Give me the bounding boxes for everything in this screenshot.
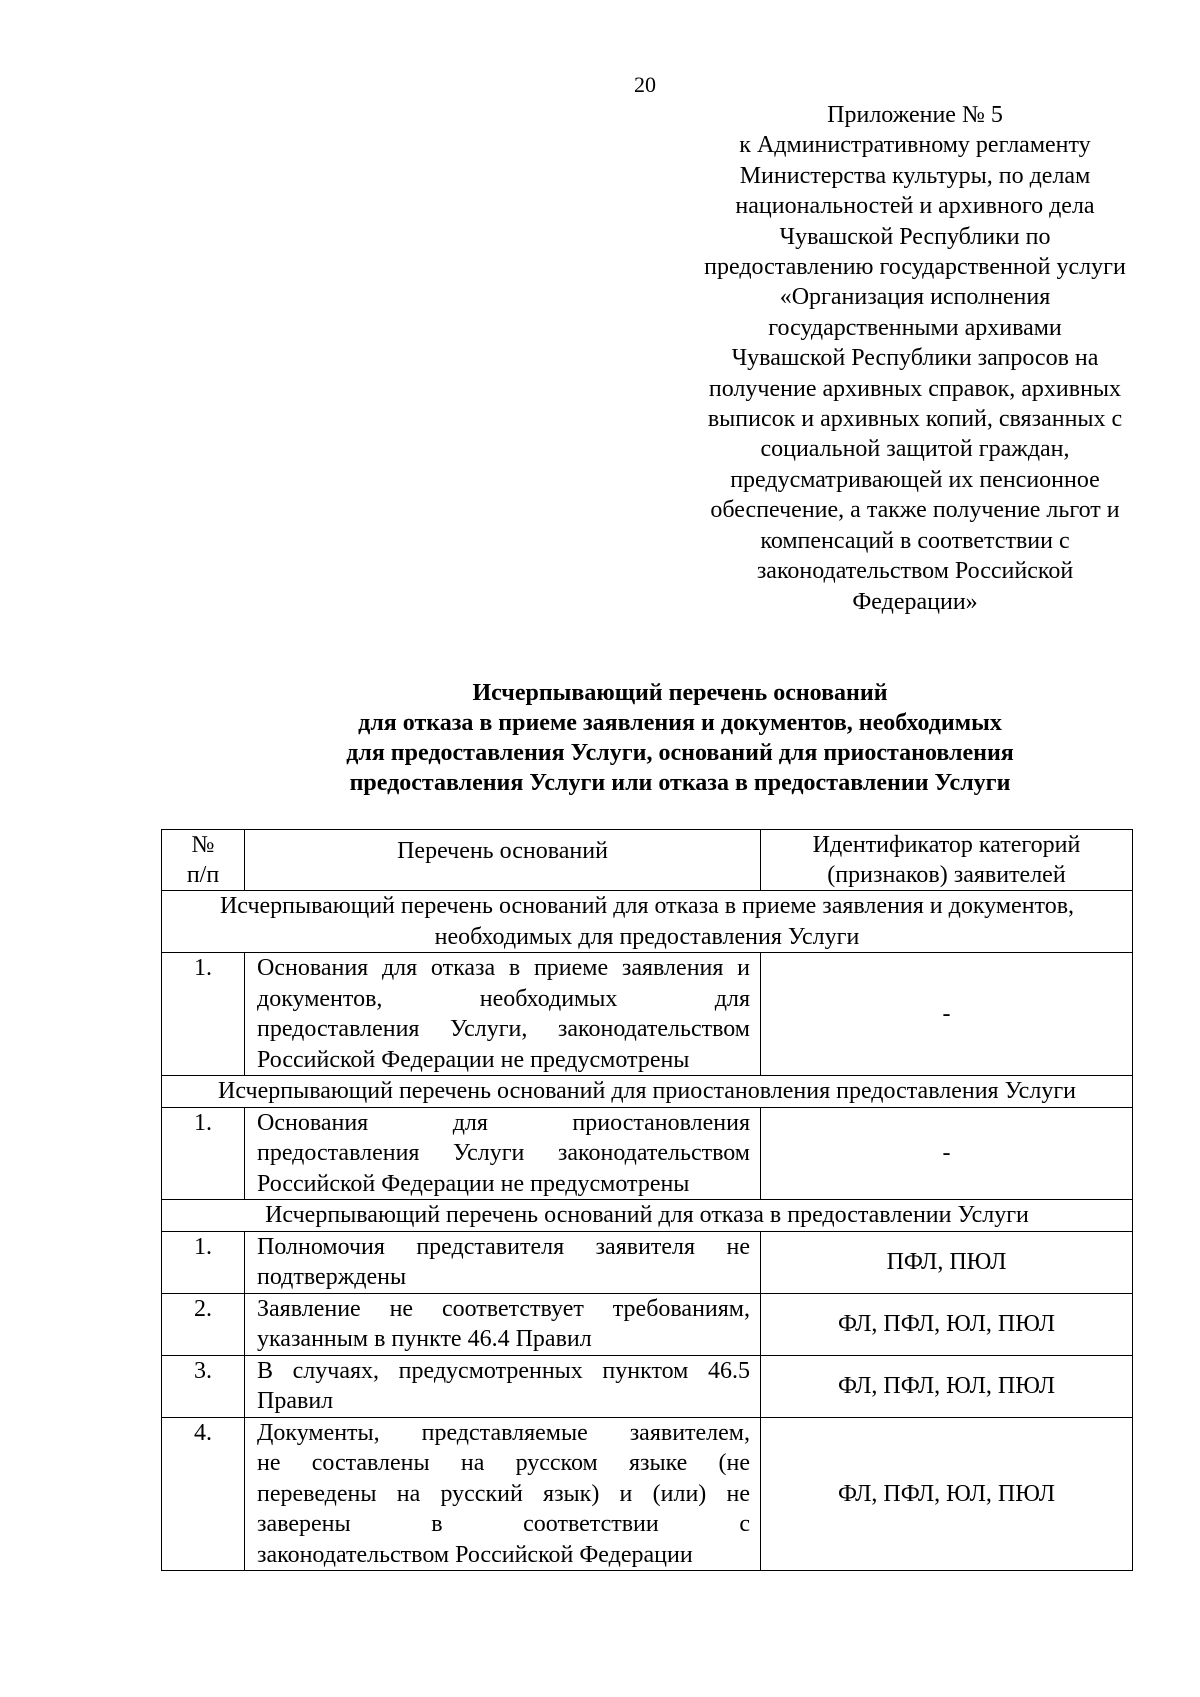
appendix-line: социальной защитой граждан, [760, 436, 1070, 463]
appendix-line: предусматривающей их пенсионное [730, 466, 1100, 493]
document-title [160, 678, 1200, 798]
grounds-table [161, 829, 1133, 1571]
appendix-line: «Организация исполнения [779, 284, 1051, 311]
row-number: 1. [162, 953, 245, 1076]
section-header-row [162, 891, 1133, 953]
title-line: для отказа в приеме заявления и документов, необходимых [358, 710, 1002, 736]
row-ground-text [245, 1231, 761, 1293]
row-number: 4. [162, 1417, 245, 1571]
ground-line: Российской Федерации не предусмотрены [257, 1170, 690, 1197]
ground-line: переведены на русский язык) и (или) не [257, 1480, 750, 1507]
section-title-line: Исчерпывающий перечень оснований для отказа в приеме заявления и документов, [219, 893, 1075, 919]
header-number-symbol: № [191, 832, 215, 858]
ground-line: Правил [257, 1388, 334, 1414]
appendix-line: предоставлению государственной услуги [704, 254, 1126, 281]
row-applicant-id: - [761, 1107, 1133, 1200]
ground-line: предоставления Услуги законодательством [257, 1140, 750, 1166]
appendix-line: государственными архивами [768, 314, 1062, 341]
appendix-line: Чувашской Республики запросов на [731, 345, 1099, 372]
ground-line: Полномочия представителя заявителя не [257, 1233, 750, 1260]
row-ground-text [245, 1417, 761, 1571]
ground-line: Российской Федерации не предусмотрены [257, 1046, 690, 1073]
ground-line: законодательством Российской Федерации [257, 1541, 693, 1568]
appendix-line: законодательством Российской [756, 558, 1074, 585]
header-number-abbr: п/п [186, 862, 220, 888]
table-row [162, 1231, 1133, 1293]
header-id-line: (признаков) заявителей [827, 862, 1066, 888]
section-header-row [162, 1076, 1133, 1108]
table-row [162, 1355, 1133, 1417]
ground-line: Основания для приостановления [257, 1109, 750, 1136]
appendix-line: Федерации» [852, 588, 978, 615]
appendix-line: Министерства культуры, по делам [739, 162, 1091, 189]
title-line: для предоставления Услуги, оснований для приостановления [346, 740, 1014, 766]
ground-line: Заявление не соответствует требованиям, [257, 1295, 750, 1322]
appendix-line: получение архивных справок, архивных [708, 375, 1122, 402]
appendix-line: к Административному регламенту [739, 132, 1091, 159]
row-applicant-id: ПФЛ, ПЮЛ [761, 1231, 1133, 1293]
ground-line: документов, необходимых для [257, 985, 750, 1012]
section-title [162, 1200, 1133, 1232]
appendix-line: компенсаций в соответствии с [760, 527, 1070, 554]
header-id-line: Идентификатор категорий [812, 832, 1081, 858]
table-row [162, 1293, 1133, 1355]
appendix-line: национальностей и архивного дела [735, 193, 1095, 220]
header-number [162, 830, 245, 891]
appendix-line: Чувашской Республики по [779, 223, 1051, 250]
appendix-header [665, 100, 1165, 617]
row-applicant-id: ФЛ, ПФЛ, ЮЛ, ПЮЛ [761, 1293, 1133, 1355]
section-title-line: Исчерпывающий перечень оснований для приостановления предоставления Услуги [218, 1078, 1076, 1104]
ground-line: не составлены на русском языке (не [257, 1450, 750, 1476]
section-title-line: необходимых для предоставления Услуги [434, 923, 860, 950]
row-applicant-id: ФЛ, ПФЛ, ЮЛ, ПЮЛ [761, 1355, 1133, 1417]
row-ground-text [245, 1107, 761, 1200]
section-title [162, 1076, 1133, 1108]
table-row [162, 1417, 1133, 1571]
section-title [162, 891, 1133, 953]
table-row [162, 953, 1133, 1076]
appendix-line: Приложение № 5 [827, 102, 1003, 128]
row-number: 2. [162, 1293, 245, 1355]
ground-line: Основания для отказа в приеме заявления и [257, 955, 750, 981]
row-number: 1. [162, 1107, 245, 1200]
ground-line: подтверждены [257, 1264, 407, 1290]
section-title-line: Исчерпывающий перечень оснований для отказа в предоставлении Услуги [265, 1202, 1029, 1228]
row-number: 3. [162, 1355, 245, 1417]
appendix-line: выписок и архивных копий, связанных с [707, 406, 1123, 433]
ground-line: предоставления Услуги, законодательством [257, 1016, 750, 1042]
ground-line: указанным в пункте 46.4 Правил [257, 1326, 592, 1352]
table-header-row [162, 830, 1133, 891]
table-row [162, 1107, 1133, 1200]
title-line: предоставления Услуги или отказа в предоставлении Услуги [349, 770, 1011, 796]
ground-line: Документы, представляемые заявителем, [257, 1419, 750, 1446]
row-applicant-id: ФЛ, ПФЛ, ЮЛ, ПЮЛ [761, 1417, 1133, 1571]
row-ground-text [245, 1293, 761, 1355]
ground-line: В случаях, предусмотренных пунктом 46.5 [257, 1357, 750, 1384]
header-grounds: Перечень оснований [245, 830, 761, 891]
page-number: 20 [634, 72, 656, 97]
title-line: Исчерпывающий перечень оснований [472, 680, 888, 706]
row-ground-text [245, 953, 761, 1076]
section-header-row [162, 1200, 1133, 1232]
ground-line: заверены в соответствии с [257, 1511, 750, 1537]
appendix-line: обеспечение, а также получение льгот и [710, 497, 1120, 524]
row-number: 1. [162, 1231, 245, 1293]
row-ground-text [245, 1355, 761, 1417]
row-applicant-id: - [761, 953, 1133, 1076]
header-applicant-id [761, 830, 1133, 891]
